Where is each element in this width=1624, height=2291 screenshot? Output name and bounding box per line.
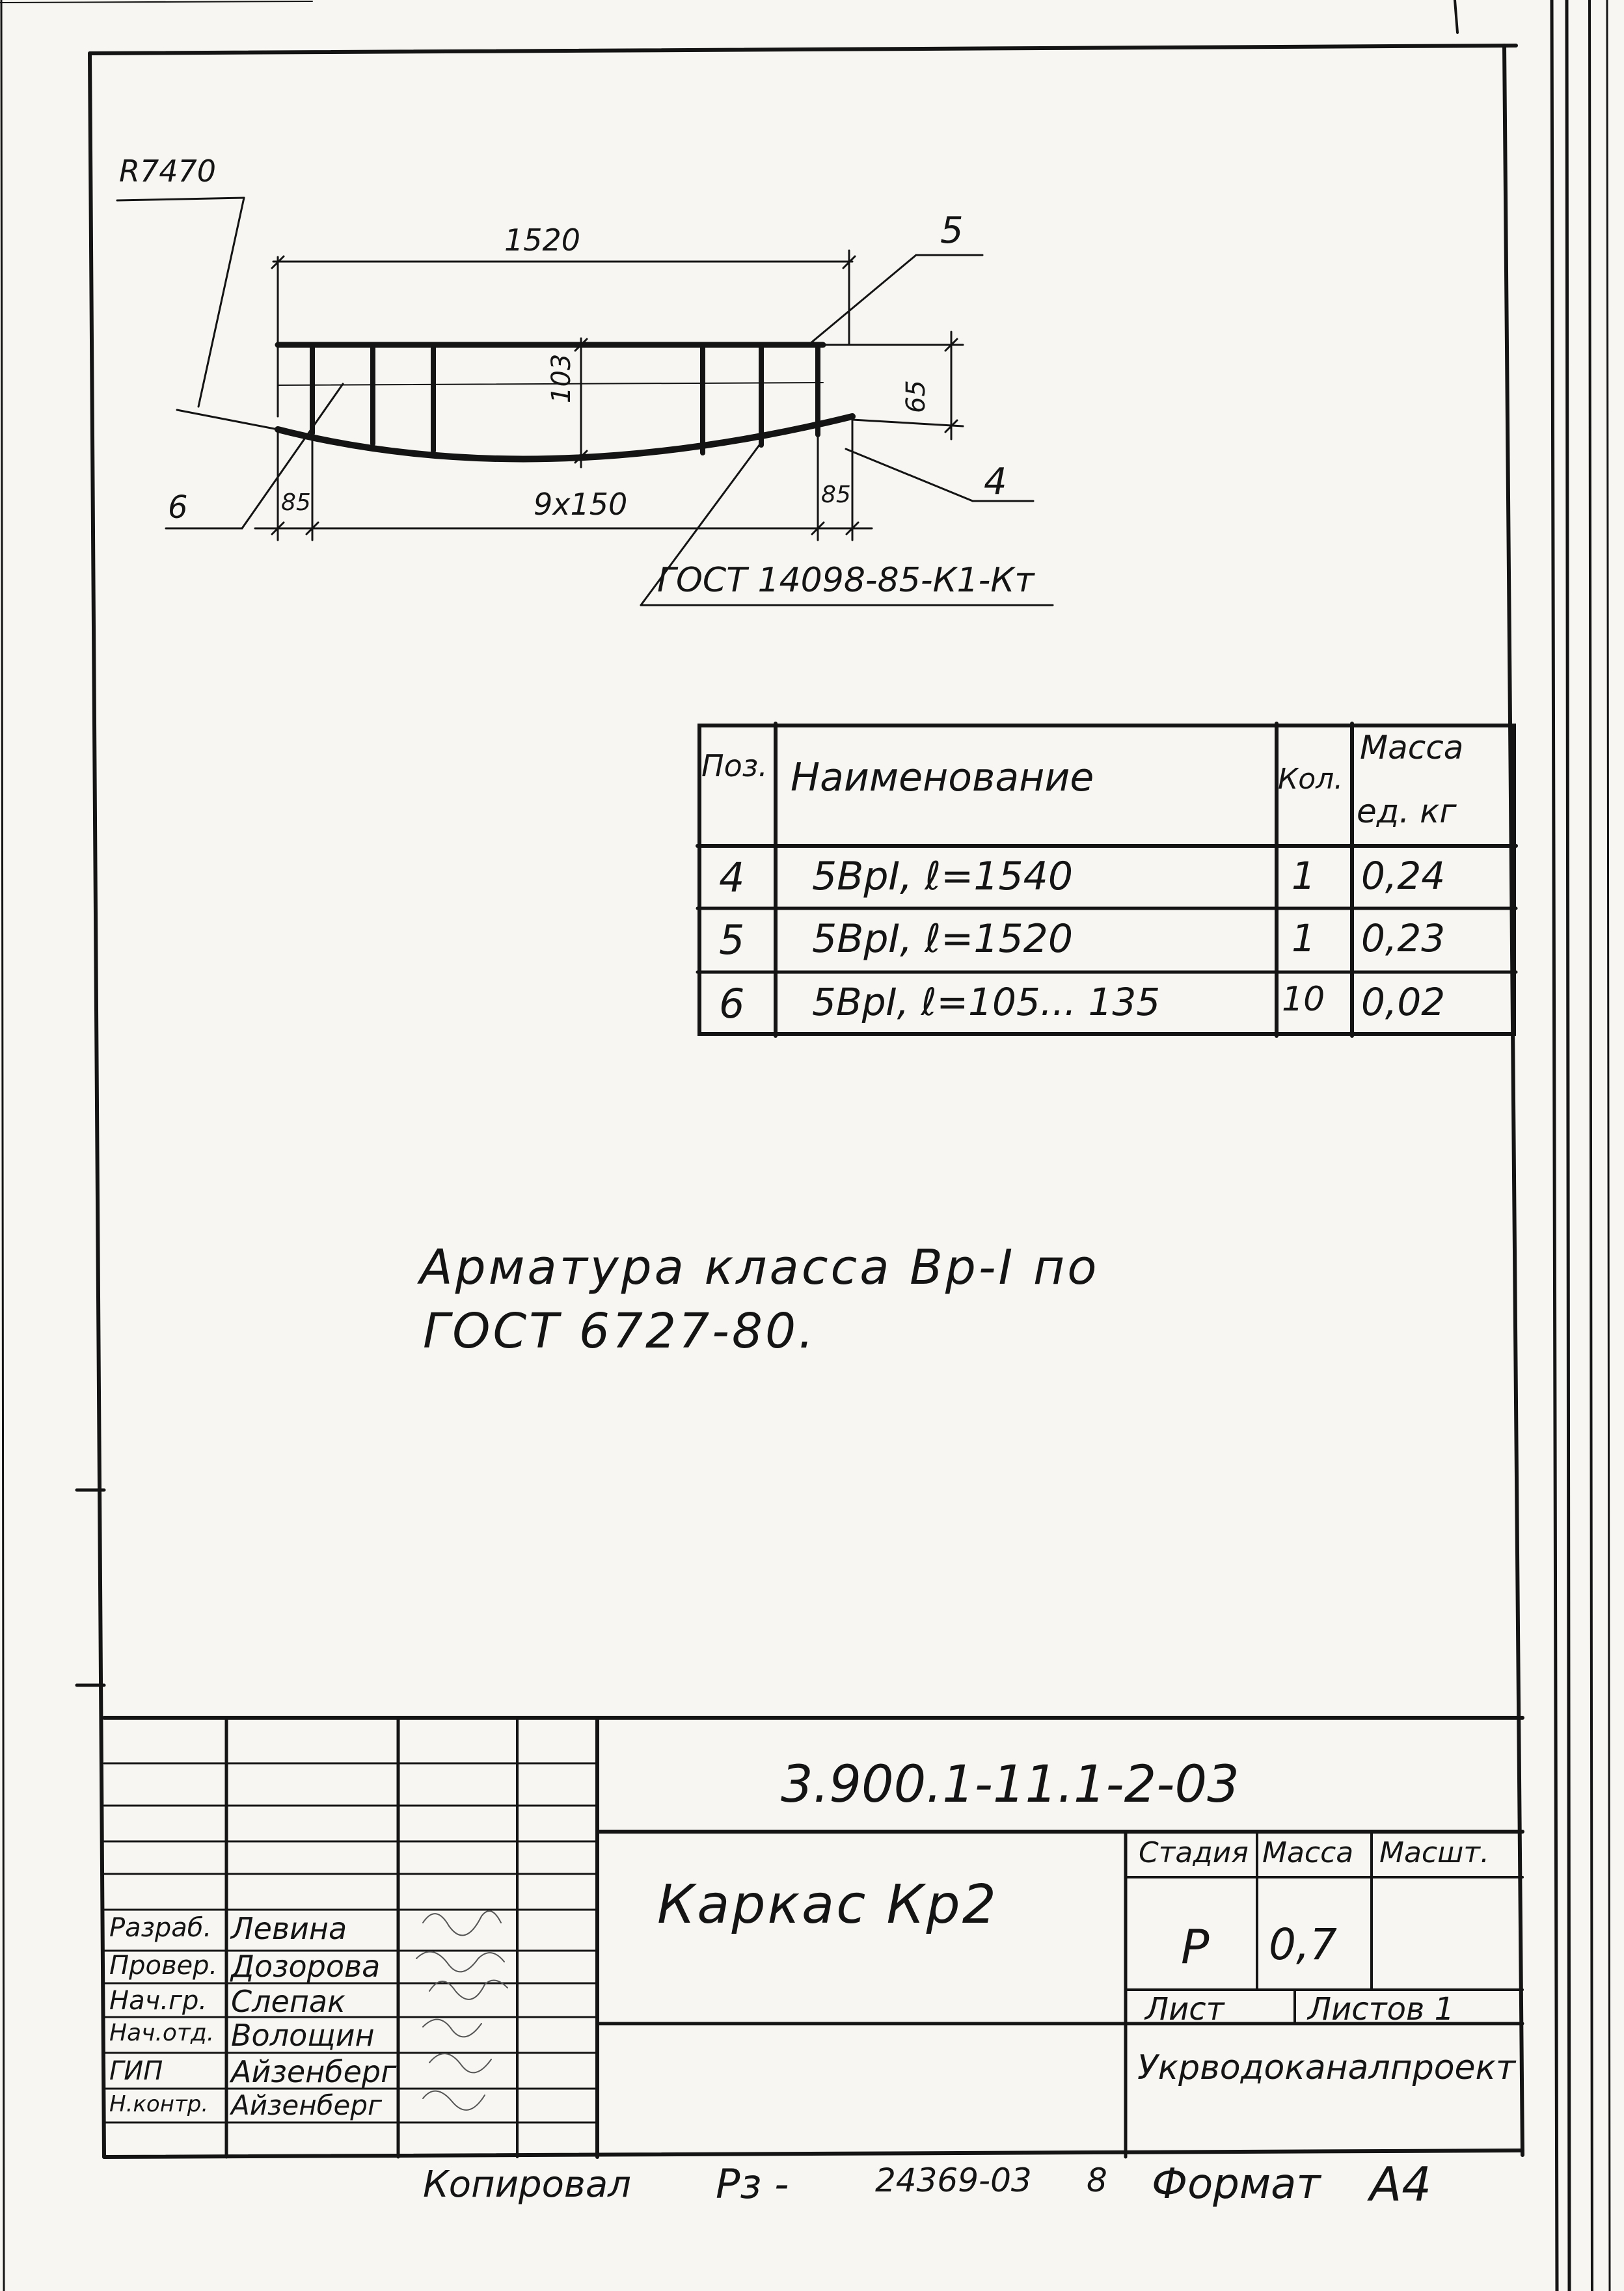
dimension-height-right: 65: [901, 380, 931, 413]
position-label-6: 6: [168, 489, 188, 526]
staff-role: Нач.гр.: [109, 1986, 208, 2016]
copied-by-mark: Рз -: [716, 2160, 789, 2208]
spec-row-name: 5ВрI, ℓ=1520: [812, 916, 1074, 962]
dimension-overall-length: 1520: [504, 223, 581, 258]
spec-row-pos: 6: [719, 980, 745, 1027]
stage-label: Стадия: [1139, 1836, 1249, 1869]
staff-role: Разраб.: [109, 1913, 212, 1943]
stage-value: Р: [1181, 1919, 1210, 1974]
copied-by-label: Копировал: [423, 2163, 631, 2206]
dimension-spacing: 9x150: [534, 487, 628, 522]
spec-row-mass: 0,23: [1361, 916, 1446, 960]
dimension-height-mid: 103: [547, 353, 576, 403]
spec-header-mass-line2: ед. кг: [1357, 793, 1457, 830]
position-label-4: 4: [984, 461, 1007, 503]
spec-row-qty: 10: [1282, 980, 1325, 1019]
organization-name: Укрводоканалпроект: [1137, 2048, 1516, 2087]
spec-header-mass-line1: Масса: [1360, 729, 1464, 766]
staff-name: Айзенберг: [231, 2054, 397, 2089]
radius-label: R7470: [119, 154, 217, 189]
sheet-label: Лист: [1145, 1991, 1225, 2027]
document-code: 3.900.1-11.1-2-03: [781, 1756, 1239, 1814]
archive-number: 24369-03: [875, 2162, 1032, 2199]
spec-row-pos: 4: [719, 854, 745, 901]
weld-standard-label: ГОСТ 14098-85-К1-Кт: [657, 561, 1035, 600]
scale-label: Масшт.: [1379, 1836, 1489, 1869]
signatures: [416, 1911, 508, 2110]
staff-role: Н.контр.: [109, 2091, 209, 2117]
spec-header-qty: Кол.: [1278, 763, 1344, 796]
format-value: А4: [1370, 2157, 1432, 2212]
mass-value: 0,7: [1269, 1919, 1337, 1970]
staff-role: Провер.: [109, 1951, 218, 1981]
staff-name: Айзенберг: [231, 2089, 383, 2121]
reinforcement-note-line2: ГОСТ 6727-80.: [423, 1303, 817, 1359]
staff-role: ГИП: [109, 2056, 163, 2086]
spec-row-name: 5ВрI, ℓ=105... 135: [812, 980, 1161, 1024]
reinforcement-note-line1: Арматура класса Вр-I по: [420, 1240, 1100, 1295]
spec-header-name: Наименование: [791, 755, 1094, 800]
staff-name: Дозорова: [231, 1949, 381, 1984]
drawing-title: Каркас Кр2: [657, 1874, 998, 1936]
spec-row-mass: 0,24: [1361, 854, 1446, 898]
format-label: Формат: [1152, 2160, 1321, 2208]
spec-row-mass: 0,02: [1361, 980, 1446, 1024]
spec-row-qty: 1: [1292, 854, 1316, 898]
staff-role: Нач.отд.: [109, 2020, 215, 2046]
spec-row-pos: 5: [719, 916, 745, 964]
dimension-right-end: 85: [821, 481, 851, 508]
sheets-count-label: Листов 1: [1308, 1991, 1455, 2027]
mass-label: Масса: [1262, 1836, 1354, 1869]
spec-row-name: 5ВрI, ℓ=1540: [812, 854, 1074, 899]
staff-name: Слепак: [231, 1984, 345, 2019]
spec-header-pos: Поз.: [701, 748, 768, 783]
position-label-5: 5: [940, 210, 964, 252]
spec-row-qty: 1: [1292, 916, 1316, 960]
sheet-number: 8: [1087, 2162, 1107, 2199]
staff-name: Левина: [231, 1911, 347, 1946]
dimension-left-end: 85: [281, 489, 311, 516]
staff-name: Волощин: [231, 2018, 375, 2053]
